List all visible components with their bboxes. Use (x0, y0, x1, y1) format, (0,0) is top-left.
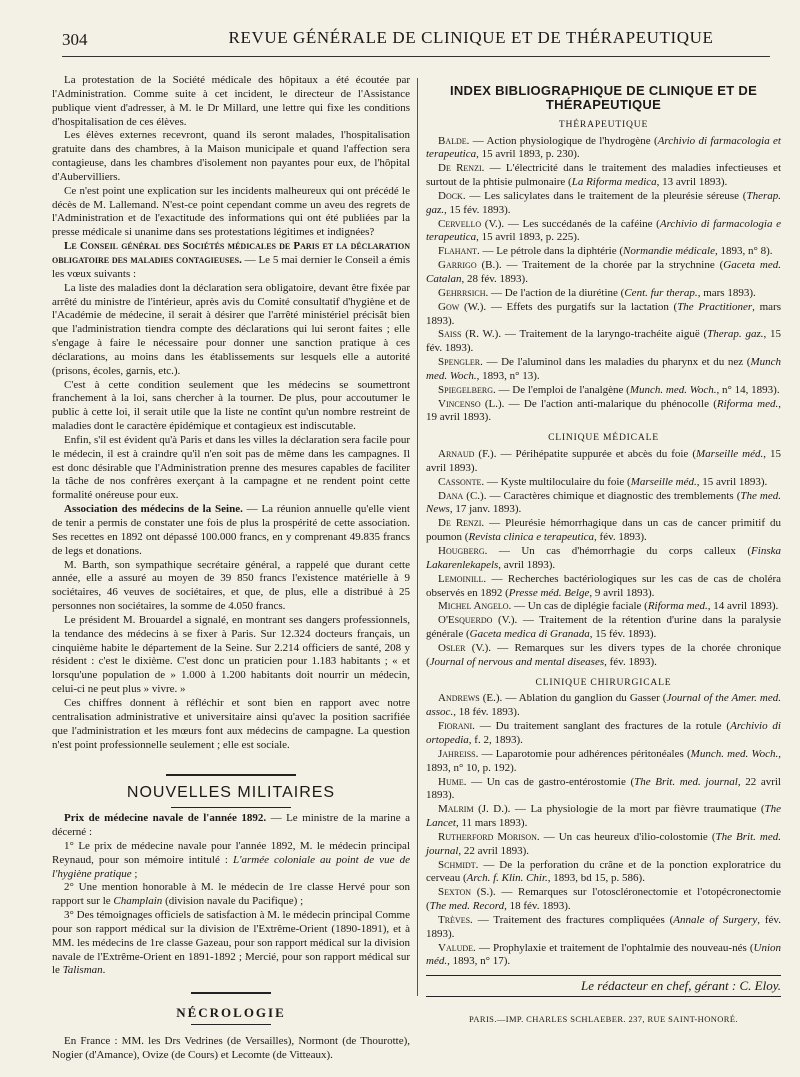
running-title: REVUE GÉNÉRALE DE CLINIQUE ET DE THÉRAPEUTIQUE (228, 28, 714, 47)
military-header (52, 774, 410, 808)
index-entry: Cervello (V.). — Les succédanés de la caféine (Archivio di farmacologia e terapeutica, 15 avril 1893, p. 225). (426, 217, 781, 244)
paragraph: Ce n'est point une explication sur les incidents malheureux qui ont précédé le décès de M. Lallemand. N'est-ce point cependant comme un aveu des regrets de l'Administration et de l'exactitude des informations qui ont été publiées par la presse médicale si unanime dans ses protestations légitimes et indignées? (52, 184, 410, 239)
index-entry: Malrim (J. D.). — La physiologie de la mort par fièvre traumatique (The Lancet, 11 mars 1893). (426, 803, 782, 830)
index-entry: O'Esquerdo (V.). — Traitement de la rétention d'urine dans la paralysie générale (Gaceta medica di Granada, 15 fév. 1893). (426, 614, 781, 641)
header-rule (62, 56, 770, 57)
signature-rule (426, 975, 781, 976)
paragraph: Le président M. Brouardel a signalé, en montrant ses dangers professionnels, la tendance des médecins à se fixer à Paris. Sur 12.324 docteurs français, un cinquième habite le département de la Seine. Sur 2.214 officiers de santé, 208 y résident : c'est le dixième. C'est donc un praticien pour 1.183 habitants ; « et lorsqu'une population de » 1.000 à 1.200 habitants doit nourrir un médecin, celui-ci ne peut plus » vivre. » (52, 613, 410, 696)
run-in-heading: Prix de médecine navale de l'année 1892. (64, 812, 267, 825)
section-title-military: NOUVELLES MILITAIRES (126, 784, 336, 802)
index-entry: Dana (C.). — Caractères chimique et diagnostic des tremblements (The med. News, 17 janv. 1893). (426, 489, 781, 516)
index-entry: Jahreiss. — Laparotomie pour adhérences péritonéales (Munch. med. Woch., 1893, n° 10, p. 192). (426, 747, 781, 774)
index-entry: Schmidt. — De la perforation du crâne et de la ponction exploratrice du cerveau (Arch. f. Klin. Chir., 1893, bd 15, p. 586). (426, 858, 781, 885)
editor-signature: Le rédacteur en chef, gérant : C. Eloy. (580, 978, 781, 994)
paragraph: M. Barth, son sympathique secrétaire général, a rappelé que durant cette année, elle a assuré au moyen de 39 850 francs l'existence matérielle à 9 sociétaires, 46 veuves de sociétaires, et que, de plus, elle a distribué à 25 personnes non sociétaires, la somme de 4.050 francs. (52, 558, 410, 613)
index-category-heading: CLINIQUE CHIRURGICALE (535, 676, 672, 688)
left-column (52, 74, 410, 1063)
index-entry: Hume. — Un cas de gastro-entérostomie (The Brit. med. journal, 22 avril 1893). (426, 775, 781, 802)
paragraph: 3° Des témoignages officiels de satisfaction à M. le médecin principal Comme pour son rapport médical sur la division de l'Extrême-Orient (1890-1891), et à MM. les médecins de 1re classe Gazeau, pour son rapport médical sur la division navale de l'Extrême-Orient en 1891-1892 ; Mercié, pour son rapport médical sur le Talisman. (52, 909, 410, 977)
index-entry: Flahant. — Le pétrole dans la diphtérie (Normandie médicale, 1893, n° 8). (438, 245, 773, 258)
paragraph: La liste des maladies dont la déclaration sera obligatoire, devant être fixée par arrêté du ministre de l'intérieur, après avis du Comité consultatif d'hygiène et de l'Académie de médecine, il serait à désirer que l'arrêté ministériel précisât bien que l'administration tiendra compte des déclarations qui lui seront faites ; elle s'engage à faire le nécessaire pour donner une sanction pratique à ces déclarations, au moins dans les établissements sur lesquels elle a autorité (prisons, écoles, garnis, etc.). (52, 281, 410, 377)
index-entry: Trèves. — Traitement des fractures compliquées (Annale of Surgery, fév. 1893). (426, 913, 781, 940)
index-entry: Lemoinill. — Recherches bactériologiques sur les cas de cas de choléra observés en 1892 (Presse méd. Belge, 9 avril 1893). (426, 572, 781, 599)
index-entry: Michel Angelo. — Un cas de diplégie faciale (Riforma med., 14 avril 1893). (438, 600, 779, 613)
section-rule (166, 774, 296, 776)
paragraph: 1° Le prix de médecine navale pour l'année 1892, M. le médecin principal Reynaud, pour son mémoire intitulé : L'armée coloniale au point de vue de l'hygiène pratique ; (52, 839, 410, 880)
index-entry: Valude. — Prophylaxie et traitement de l'ophtalmie des nouveau-nés (Union méd., 1893, n° 17). (426, 941, 781, 968)
paragraph: Le Conseil général des Sociétés médicales de Paris et la déclaration obligatoire des maladies contagieuses. — Le 5 mai dernier le Conseil a émis les vœux suivants : (52, 240, 410, 280)
index-title: INDEX BIBLIOGRAPHIQUE DE CLINIQUE ET DE THÉRAPEUTIQUE (449, 83, 758, 112)
index-entry: Gow (W.). — Effets des purgatifs sur la lactation (The Practitioner, mars 1893). (426, 300, 781, 327)
paragraph: Les élèves externes recevront, quand ils seront malades, l'hospitalisation gratuite dans des chambres, à la Maison municipale et quand l'affection sera contagieuse, dans les chambres d'isolement non payantes pour eux, de l'hôpital d'Aubervilliers. (52, 129, 410, 183)
index-entry: Arnaud (F.). — Périhépatite suppurée et abcès du foie (Marseille méd., 15 avril 1893). (426, 448, 782, 474)
paragraph: C'est à cette condition seulement que les médecins se soumettront franchement à la loi, sans chercher à la tourner. De plus, pour accoutumer le public à cette loi, il serait utile que la liste ne contînt qu'un nombre restreint de maladies dont le caractère épidémique et contagieux est indiscutable. (52, 378, 410, 433)
index-entry: Spengler. — De l'aluminol dans les maladies du pharynx et du nez (Munch med. Woch., 1893, n° 13). (426, 356, 781, 382)
run-in-heading: Association des médecins de la Seine. (64, 503, 243, 516)
column-divider (417, 78, 418, 996)
index-category-heading: CLINIQUE MÉDICALE (548, 432, 659, 444)
index-body (426, 118, 781, 970)
index-entry: Rutherford Morison. — Un cas heureux d'ilio-colostomie (The Brit. med. journal, 22 avril 1893). (426, 830, 781, 857)
signature-rule (426, 996, 781, 997)
paragraph: La protestation de la Société médicale des hôpitaux a été écoutée par l'Administration. Comme suite à cet incident, le directeur de l'Assistance publique vient d'adresser, à M. le Dr Millard, une lettre qui fixe les conditions d'hospitalisation de ces élèves. (52, 74, 410, 128)
page-number: 304 (62, 30, 88, 49)
right-column (426, 74, 781, 1027)
index-entry: Fiorani. — Du traitement sanglant des fractures de la rotule (Archivio di ortopedia, f. 2, 1893). (426, 720, 781, 746)
section-rule (171, 807, 291, 808)
section-title-necrology: NÉCROLOGIE (176, 1005, 286, 1021)
index-entry: Sexton (S.). — Remarques sur l'otoscléronectomie et l'otopécronectomie (The med. Record, 18 fév. 1893). (426, 886, 781, 913)
paragraph: En France : MM. les Drs Vedrines (de Versailles), Normont (de Thourotte), Nogier (d'Amance), Ovize (de Cours) et Lecomte (de Vitteaux). (52, 1035, 410, 1061)
running-header (62, 28, 770, 50)
run-in-heading: Le Conseil général des Sociétés médicales de Paris et la déclaration obligatoire des maladies contagieuses. (52, 240, 410, 266)
index-entry: Saiss (R. W.). — Traitement de la laryngo-trachéite aiguë (Therap. gaz., 15 fév. 1893). (426, 328, 782, 355)
index-entry: Dock. — Les salicylates dans le traitement de la pleurésie séreuse (Therap. gaz., 15 fév. 1893). (426, 189, 781, 216)
section-rule (191, 1024, 271, 1025)
index-entry: Vincenso (L.). — De l'action anti-malarique du phénocolle (Riforma med., 19 avril 1893). (426, 397, 781, 424)
printer-imprint: PARIS.—IMP. CHARLES SCHLAEBER. 237, RUE SAINT-HONORÉ. (469, 1014, 738, 1025)
index-entry: Garrigo (B.). — Traitement de la chorée par la strychnine (Gaceta med. Catalan, 28 fév. 1893). (426, 259, 781, 285)
paragraph: 2° Une mention honorable à M. le médecin de 1re classe Hervé pour son rapport sur le Champlain (division navale du Pacifique) ; (52, 881, 410, 908)
index-entry: Spiegelberg. — De l'emploi de l'analgène (Munch. med. Woch., n° 14, 1893). (438, 383, 780, 396)
index-entry: De Renzi. — Pleurésie hémorrhagique dans un cas de cancer primitif du poumon (Revista clinica e terapeutica, fév. 1893). (426, 517, 781, 544)
index-entry: Hougberg. — Un cas d'hémorrhagie du corps calleux (Finska Lakarenlekapels, avril 1893). (426, 545, 781, 571)
paragraph: Ces chiffres donnent à réfléchir et sont bien en rapport avec notre centralisation administrative et universitaire ainsi qu'avec la position sacrifiée que l'administration et les mœurs font aux médecins de campagne. La question n'est point professionnelle seulement ; elle est sociale. (52, 696, 410, 751)
paragraph: Enfin, s'il est évident qu'à Paris et dans les villes la déclaration sera facile pour le médecin, il est à craindre qu'il n'en soit pas de même dans les campagnes. Il est donc désirable que l'Administration prenne des mesures capables de faciliter la tâche de nos confrères exerçant à la campagne et ne rendent point cette formalité onéreuse pour eux. (52, 433, 410, 502)
paragraph: Association des médecins de la Seine. — La réunion annuelle qu'elle vient de tenir a permis de constater une fois de plus la prospérité de cette association. Ses recettes en 1892 ont dépassé 100.000 francs, en y comprenant 49.835 francs de legs et donations. (52, 503, 410, 557)
index-entry: De Renzi. — L'électricité dans le traitement des maladies infectieuses et surtout de la phtisie pulmonaire (La Riforma medica, 13 avril 1893). (426, 162, 781, 189)
index-entry: Balde. — Action physiologique de l'hydrogène (Archivio di farmacologia et terapeutica, 15 avril 1893, p. 230). (426, 134, 781, 161)
index-entry: Andrews (E.). — Ablation du ganglion du Gasser (Journal of the Amer. med. assoc., 18 fév. 1893). (426, 692, 781, 719)
index-entry: Osler (V.). — Remarques sur les divers types de la chorée chronique (Journal of nervous and mental diseases, fév. 1893). (426, 641, 781, 668)
index-category-heading: THÉRAPEUTIQUE (558, 118, 649, 130)
section-rule (191, 992, 271, 994)
index-entry: Gehrrsich. — De l'action de la diurétine (Cent. fur therap., mars 1893). (438, 286, 756, 299)
paragraph: Prix de médecine navale de l'année 1892. — Le ministre de la marine a décerné : (52, 812, 410, 839)
index-entry: Cassonte. — Kyste multiloculaire du foie (Marseille méd., 15 avril 1893). (438, 475, 768, 488)
